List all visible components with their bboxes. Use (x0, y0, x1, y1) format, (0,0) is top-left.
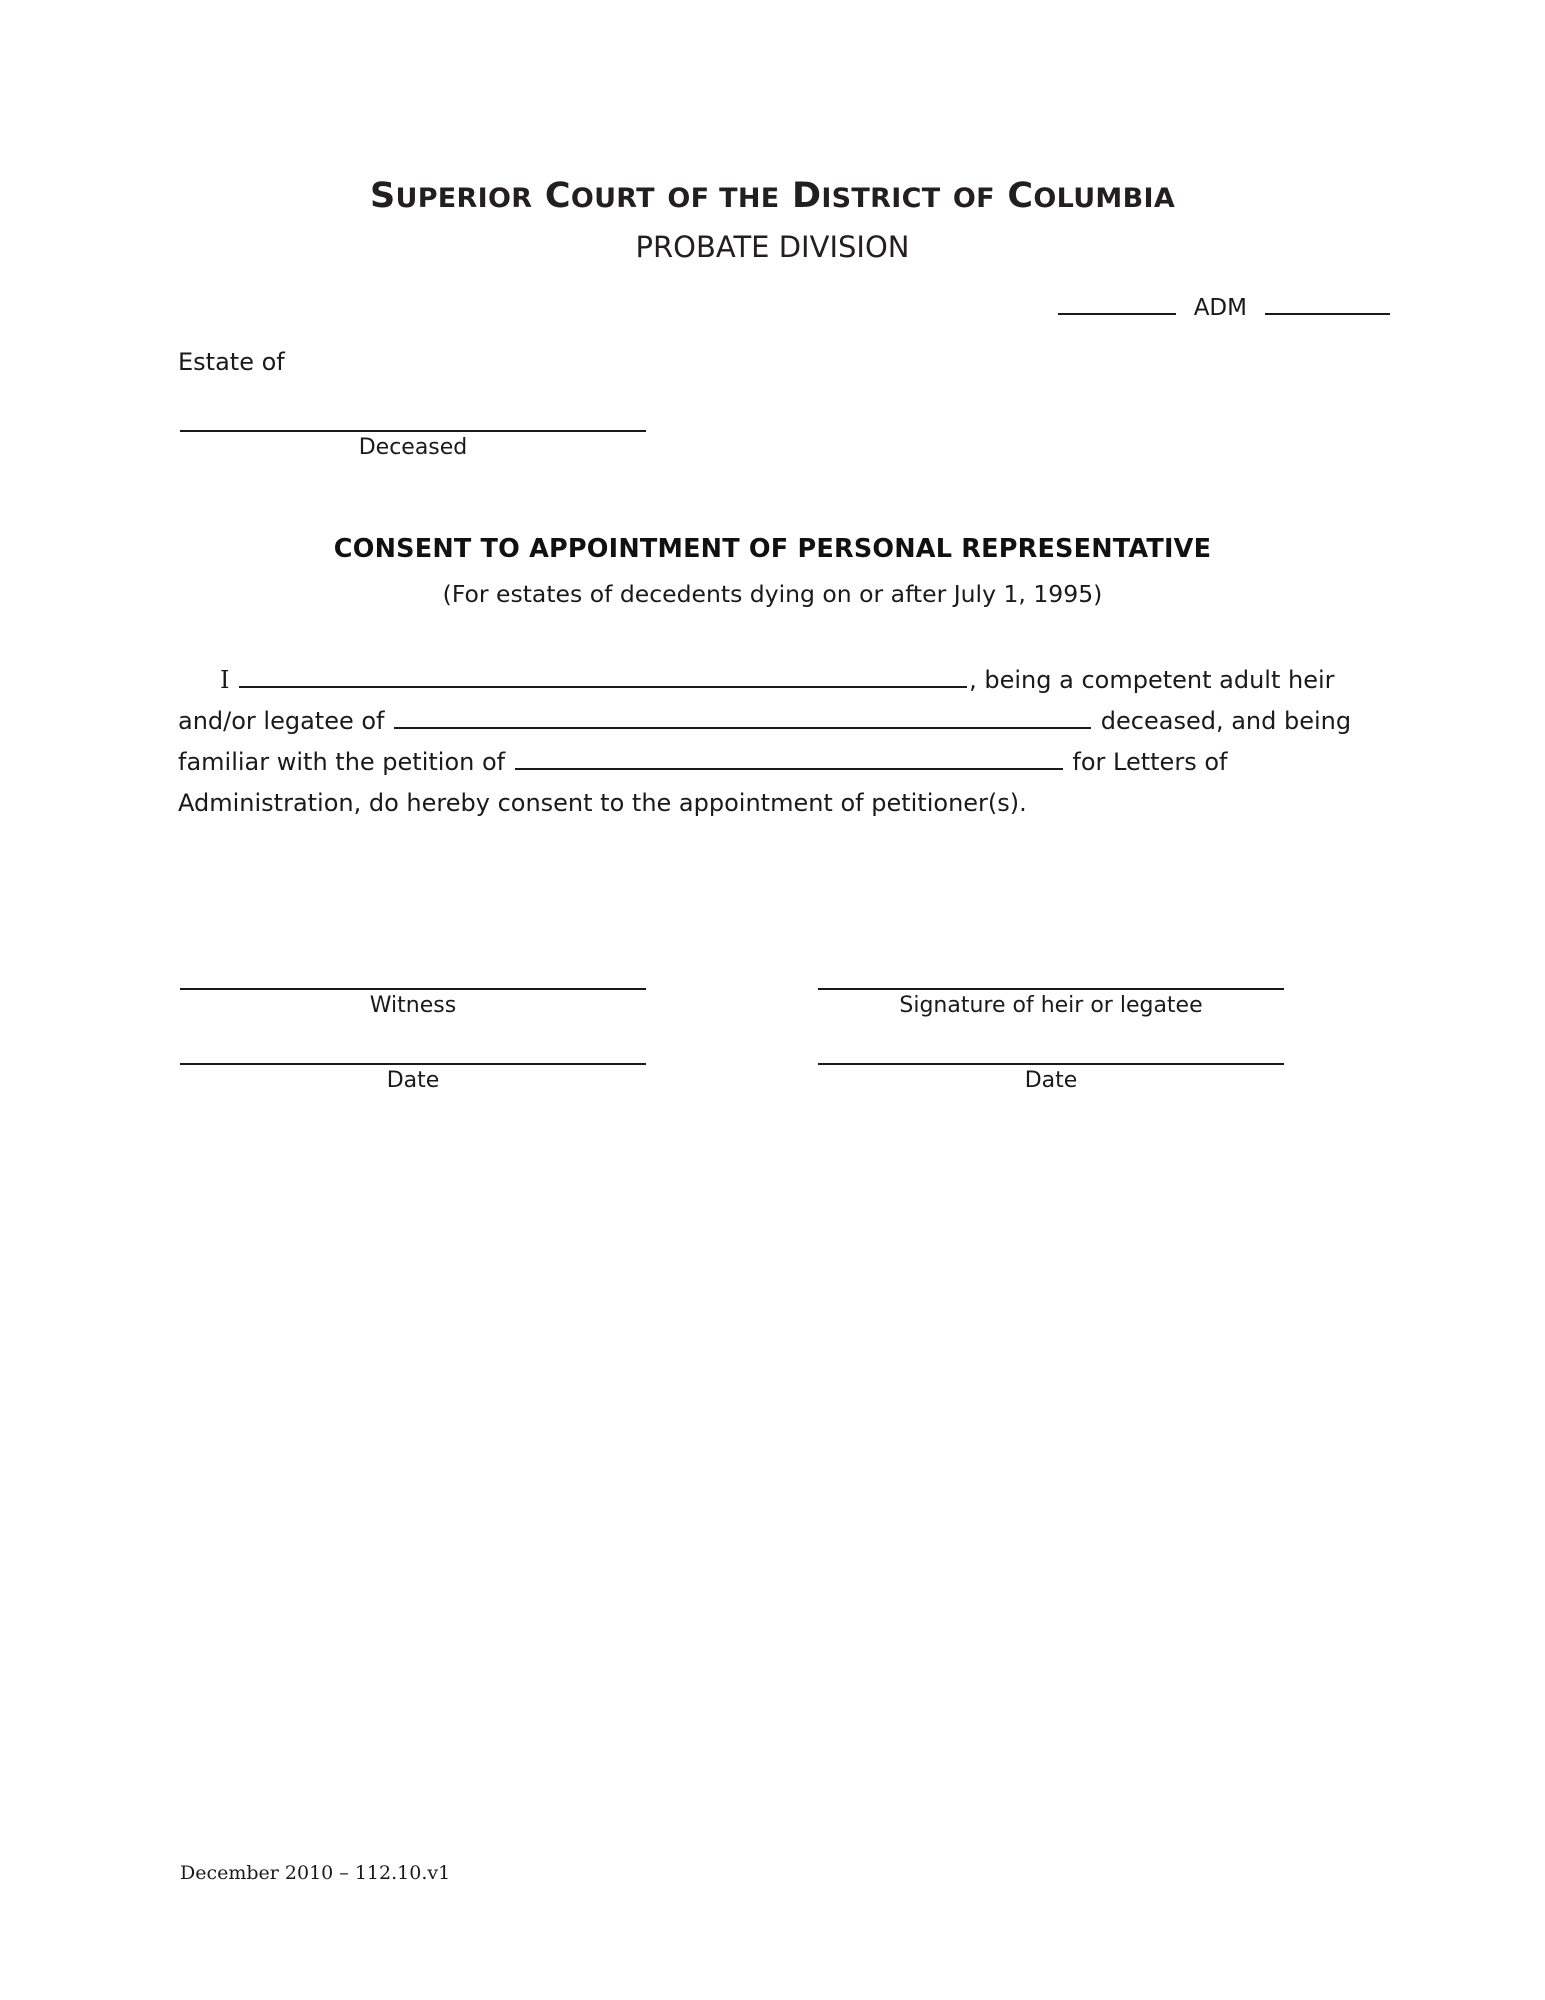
consent-body (178, 660, 1352, 824)
witness-label: Witness (369, 993, 457, 1018)
body-line-3-lead: familiar with the petition of (178, 748, 506, 776)
document-heading: CONSENT TO APPOINTMENT OF PERSONAL REPRESENTATIVE (333, 534, 1212, 564)
case-number-prefix-field[interactable] (1058, 295, 1176, 315)
body-line-1 (178, 660, 1338, 701)
form-revision-footer: December 2010 – 112.10.v1 (180, 1862, 451, 1884)
body-line-2-lead: and/or legatee of (178, 707, 385, 735)
heir-date-label: Date (1024, 1068, 1078, 1093)
document-subheading: (For estates of decedents dying on or after July 1, 1995) (442, 580, 1103, 608)
body-line-1-tail: , being a competent adult heir (969, 666, 1335, 694)
body-line-3 (178, 742, 1338, 783)
witness-signature-field[interactable] (180, 988, 646, 990)
court-title: SUPERIOR COURT OF THE DISTRICT OF COLUMBIA (369, 176, 1176, 216)
consenting-heir-name-field[interactable] (239, 664, 967, 688)
division-title: PROBATE DIVISION (635, 230, 910, 264)
witness-date-field[interactable] (180, 1063, 646, 1065)
decedent-name-body-field[interactable] (394, 705, 1091, 729)
heir-signature-field[interactable] (818, 988, 1284, 990)
heir-date-field[interactable] (818, 1063, 1284, 1065)
deceased-label: Deceased (358, 435, 468, 460)
witness-date-label: Date (386, 1068, 440, 1093)
estate-of-label: Estate of (178, 348, 285, 376)
pronoun-i: I (220, 666, 230, 694)
body-line-4: Administration, do hereby consent to the appointment of petitioner(s). (178, 789, 1027, 817)
decedent-name-field[interactable] (180, 430, 646, 432)
body-line-3-tail: for Letters of (1064, 748, 1228, 776)
petitioner-name-field[interactable] (515, 746, 1063, 770)
case-number-line (1058, 295, 1390, 321)
body-line-2-tail: deceased, and being (1093, 707, 1352, 735)
heir-signature-label: Signature of heir or legatee (899, 993, 1203, 1018)
case-number-label: ADM (1193, 295, 1247, 321)
body-line-2 (178, 701, 1352, 742)
case-number-suffix-field[interactable] (1265, 295, 1390, 315)
